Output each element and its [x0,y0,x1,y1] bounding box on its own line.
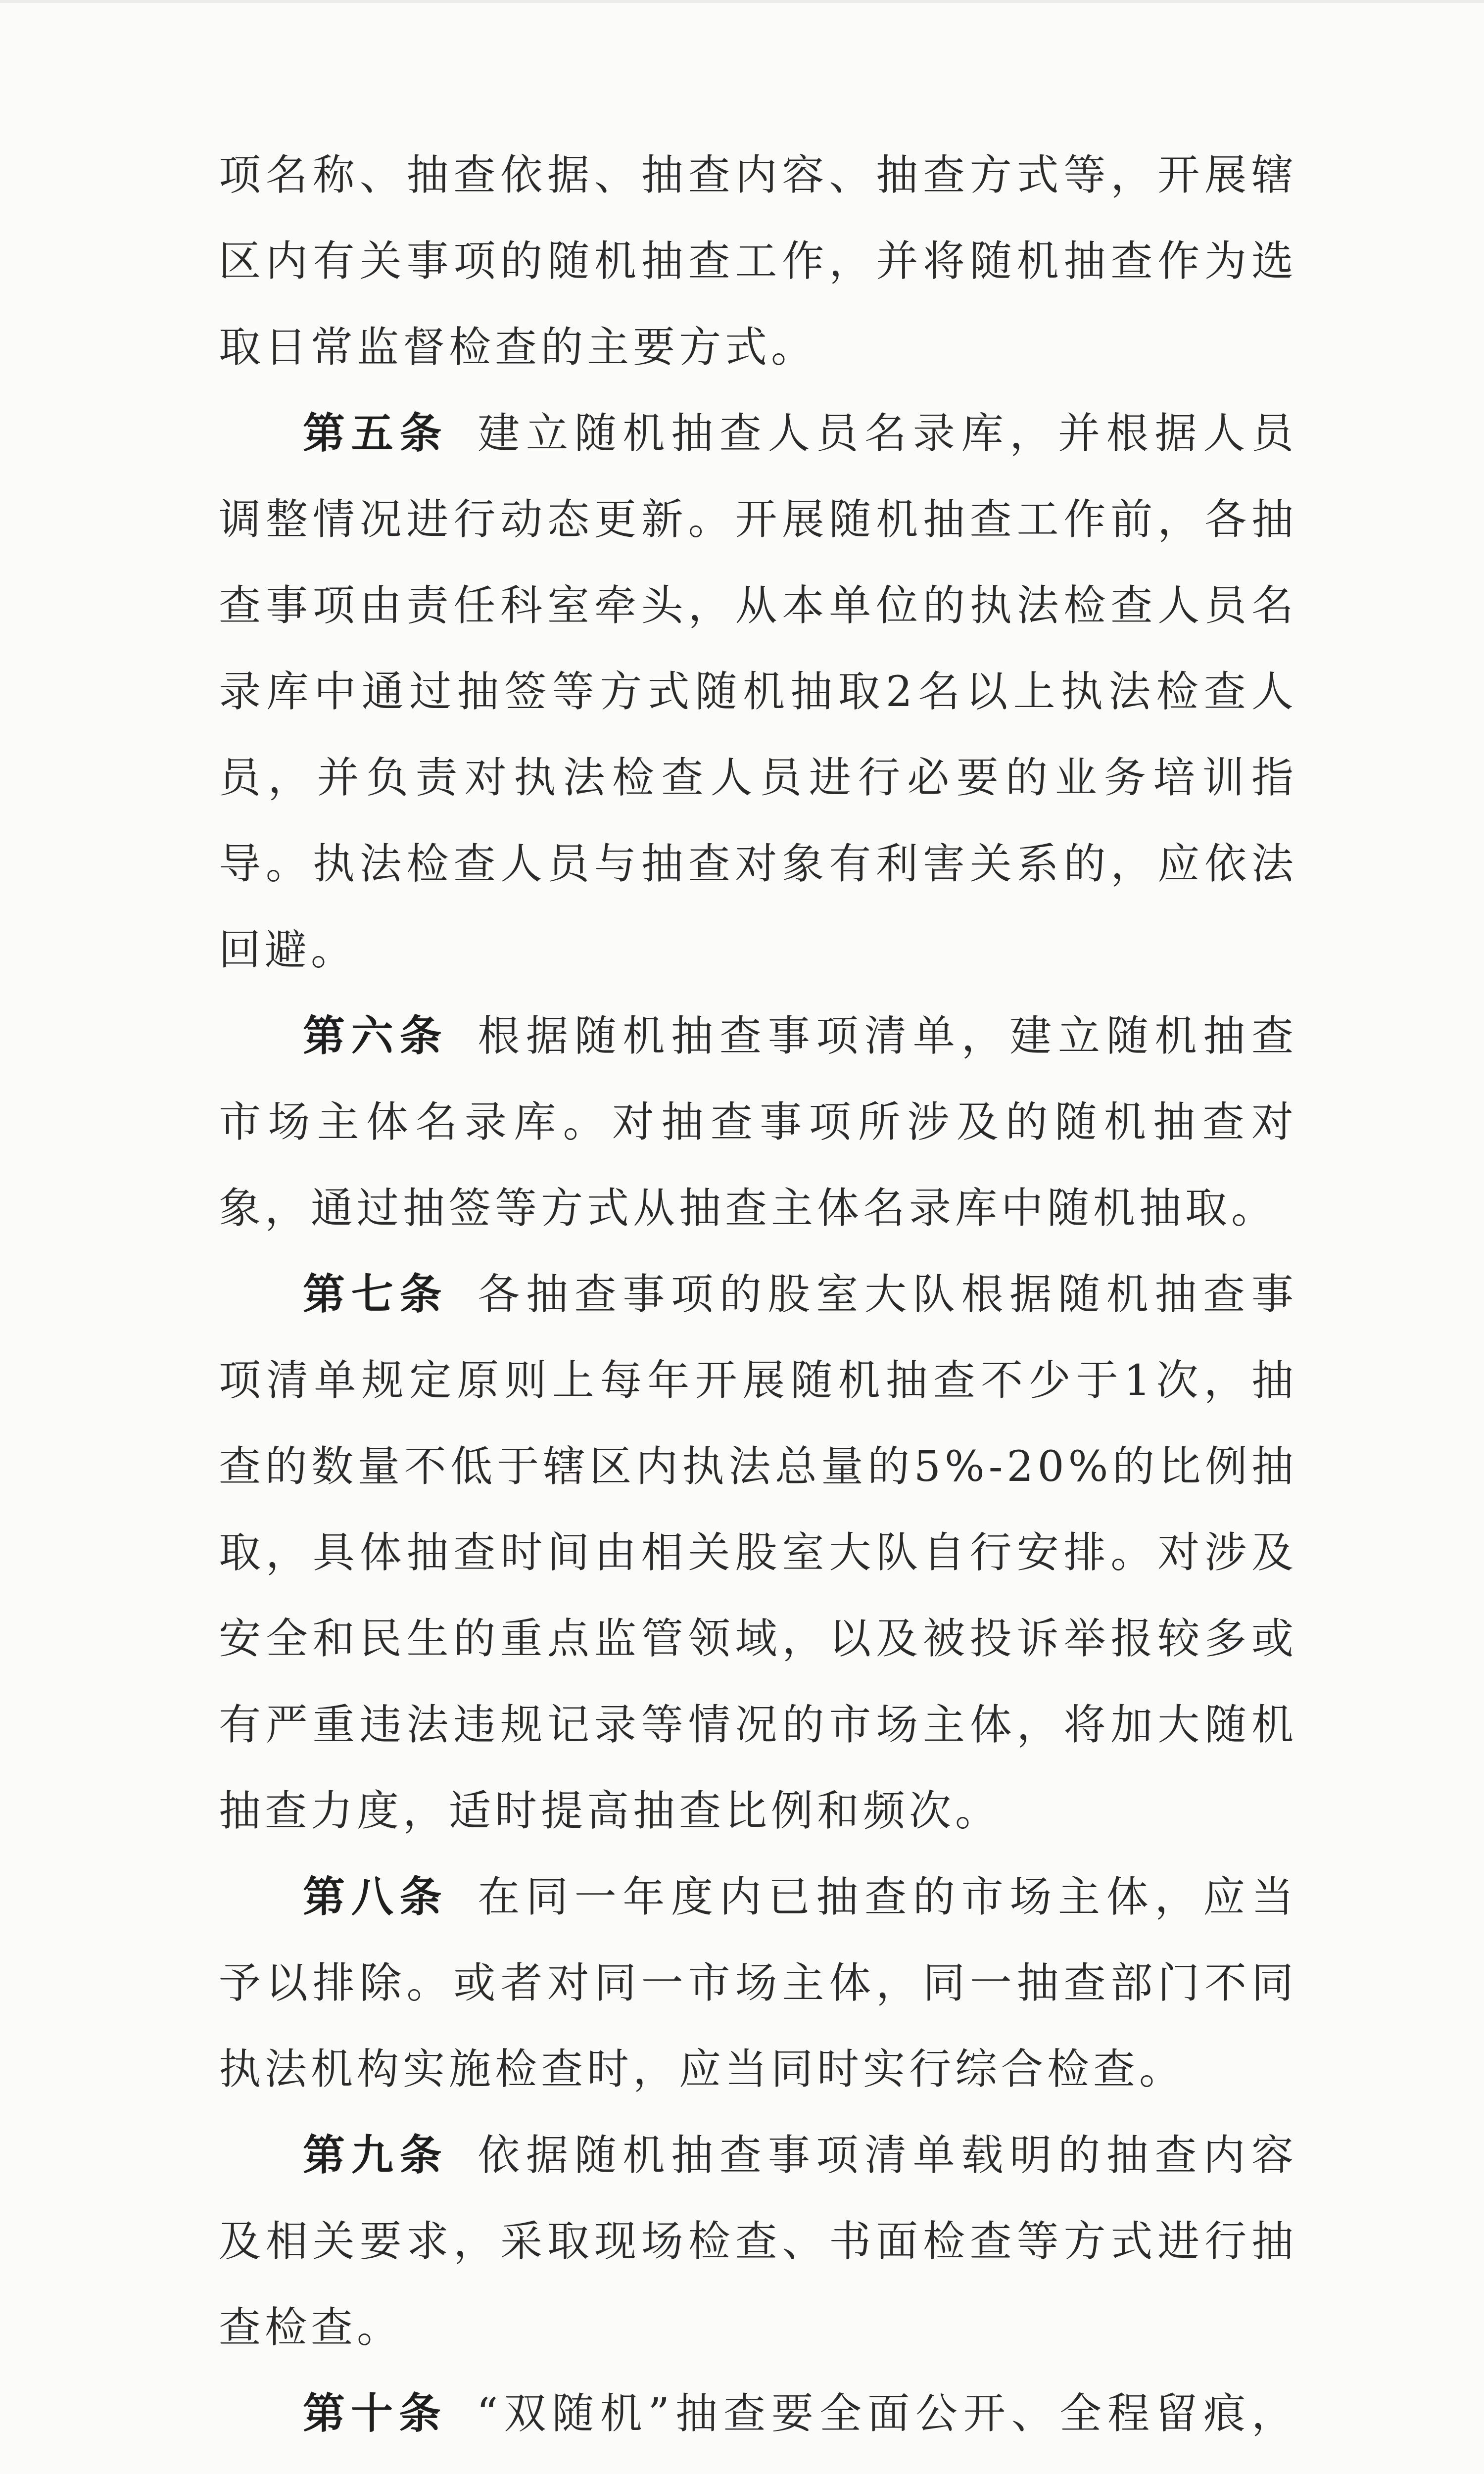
article-8 [219,1855,1297,2113]
scan-top-edge [0,0,1484,3]
article-9 [219,2113,1297,2371]
article-title: 第五条 [303,409,448,458]
article-10 [219,2371,1297,2474]
article-title: 第九条 [303,2131,448,2180]
article-6 [219,994,1297,1252]
article-title: 第七条 [303,1270,448,1319]
article-text: 在同一年度内已抽查的市场主体，应当予以排除。或者对同一市场主体，同一抽查部门不同执法机构实施检查时，应当同时实行综合检查。 [219,1873,1297,2094]
article-7 [219,1252,1297,1855]
document-body [219,133,1297,2474]
article-text: “双随机”抽查要全面公开、全程留痕， [477,2389,1297,2438]
article-5 [219,391,1297,994]
article-text: 依据随机抽查事项清单载明的抽查内容及相关要求，采取现场检查、书面检查等方式进行抽查检查。 [219,2131,1297,2352]
article-text: 根据随机抽查事项清单，建立随机抽查市场主体名录库。对抽查事项所涉及的随机抽查对象，通过抽签等方式从抽查主体名录库中随机抽取。 [219,1012,1297,1233]
article-text: 建立随机抽查人员名录库，并根据人员调整情况进行动态更新。开展随机抽查工作前，各抽查事项由责任科室牵头，从本单位的执法检查人员名录库中通过抽签等方式随机抽取2名以上执法检查人员，并负责对执法检查人员进行必要的业务培训指导。执法检查人员与抽查对象有利害关系的，应依法回避。 [219,409,1297,975]
article-title: 第十条 [303,2389,447,2438]
article-title: 第八条 [303,1873,448,1922]
article-text: 各抽查事项的股室大队根据随机抽查事项清单规定原则上每年开展随机抽查不少于1次，抽查的数量不低于辖区内执法总量的5%-20%的比例抽取，具体抽查时间由相关股室大队自行安排。对涉及安全和民生的重点监管领域，以及被投诉举报较多或有严重违法违规记录等情况的市场主体，将加大随机抽查力度，适时提高抽查比例和频次。 [219,1270,1297,1836]
continuation-paragraph: 项名称、抽查依据、抽查内容、抽查方式等，开展辖区内有关事项的随机抽查工作，并将随机抽查作为选取日常监督检查的主要方式。 [219,151,1297,372]
article-title: 第六条 [303,1012,448,1061]
